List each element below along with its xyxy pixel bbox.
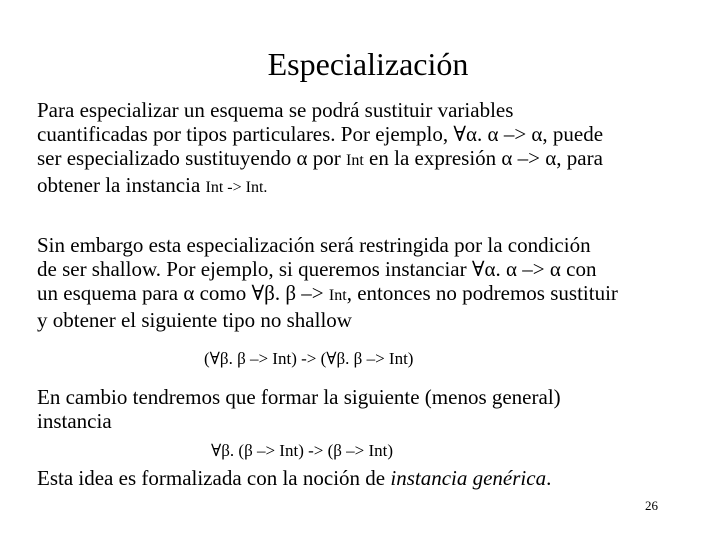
slide-title: Especialización — [267, 46, 469, 82]
code-int: Int — [346, 152, 364, 169]
text-line — [37, 122, 697, 146]
text-line — [37, 173, 697, 200]
text-segment: un esquema para α como ∀β. β –> — [37, 281, 329, 305]
emphasis-term: instancia genérica — [390, 466, 547, 490]
page-number: 26 — [645, 498, 658, 513]
paragraph-generic-instance — [37, 466, 697, 490]
text-line — [37, 281, 697, 308]
paragraph-specialization — [37, 98, 697, 200]
text-line — [37, 146, 697, 173]
text-line: y obtener el siguiente tipo no shallow — [37, 308, 352, 332]
code-instance: Int -> Int. — [205, 179, 268, 196]
text-segment: , entonces no podremos sustituir — [346, 281, 618, 305]
text-line: de ser shallow. Por ejemplo, si queremos instanciar ∀α. α –> α con — [37, 257, 597, 281]
formula-general-instance: ∀β. (β –> Int) -> (β –> Int) — [211, 441, 394, 460]
text-segment: α, puede — [526, 122, 604, 146]
text-segment: cuantificadas por tipos particulares. Por ejemplo, ∀α. α — [37, 122, 504, 146]
code-int: Int — [328, 287, 347, 304]
text-segment: Esta idea es formalizada con la noción de — [37, 466, 391, 490]
text-line: Para especializar un esquema se podrá sustituir variables — [37, 98, 514, 122]
paragraph-shallow — [37, 233, 697, 332]
text-segment: ser especializado sustituyendo α por — [37, 146, 347, 170]
text-line — [37, 466, 697, 490]
paragraph-instance — [37, 385, 697, 433]
text-line: Sin embargo esta especialización será restringida por la condición — [37, 233, 591, 257]
text-segment: obtener la instancia — [37, 173, 206, 197]
text-line: En cambio tendremos que formar la siguiente (menos general) — [37, 385, 561, 409]
formula-non-shallow: (∀β. β –> Int) -> (∀β. β –> Int) — [204, 349, 414, 368]
text-line: instancia — [37, 409, 112, 433]
text-segment: en la expresión α –> α, para — [363, 146, 603, 170]
arrow-symbol: –> — [503, 122, 527, 146]
text-segment: . — [546, 466, 552, 490]
